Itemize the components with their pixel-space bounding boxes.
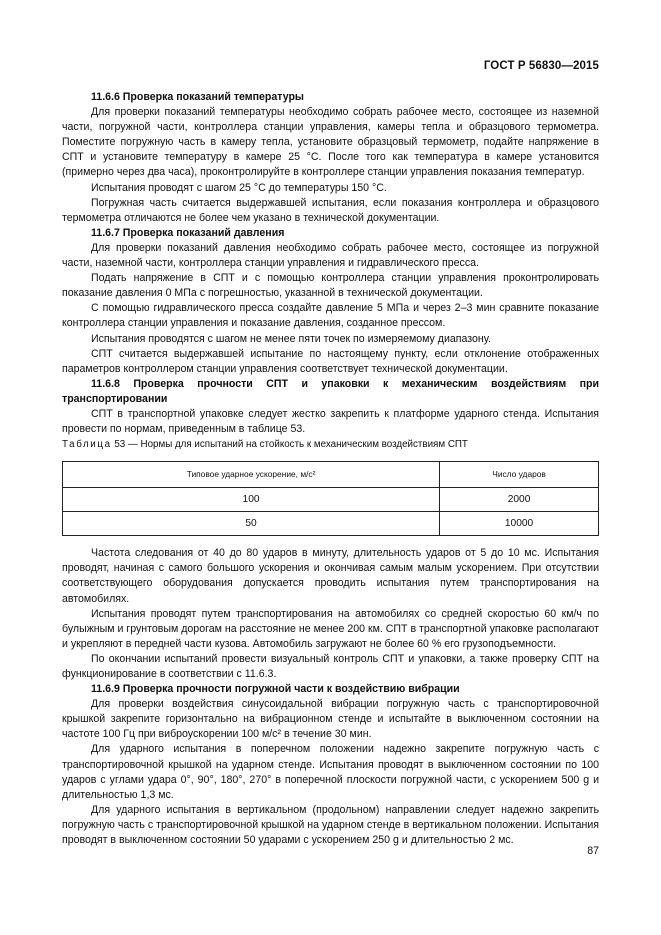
- paragraph: СПТ в транспортной упаковке следует жестко закрепить к платформе ударного стенда. Испытания провести по нормам, приведенным в таблице 53.: [62, 407, 599, 436]
- paragraph: Для проверки показаний температуры необходимо собрать рабочее место, состоящее из наземной части, погружной части, контроллера станции управления, камеры тепла и образцового термометра. Поместите погружную часть в камеру тепла, установите образцовый термометр, подайте напряжение в СПТ и установите температуру в камере 25 °С. После того как температура в камере установится (примерно через два часа), проконтролируйте в контроллере станции управления показания температур.: [62, 106, 599, 179]
- page-body: [62, 90, 599, 848]
- document-id: ГОСТ Р 56830—2015: [483, 60, 599, 72]
- column-header-acceleration: Типовое ударное ускорение, м/с²: [63, 462, 440, 488]
- norms-table: [62, 461, 599, 536]
- paragraph: Для проверки показаний давления необходимо собрать рабочее место, состоящее из погружной части, наземной части, контроллера станции управления и гидравлического пресса.: [62, 241, 599, 270]
- paragraph: Погружная часть считается выдержавшей испытания, если показания контроллера и образцового термометра отличаются не более чем указано в технической документации.: [62, 196, 599, 224]
- table-row: [63, 488, 599, 512]
- paragraph: Частота следования от 40 до 80 ударов в минуту, длительность ударов от 5 до 10 мс. Испытания проводят, начиная с самого большого ускорения и окончивая самым малым ускорением. При отсутствии соответствующего оборудования допускается проводить испытания путем транспортирования на автомобилях.: [62, 547, 599, 605]
- table-caption-label: Таблица: [62, 439, 112, 451]
- cell-acceleration: 50: [63, 512, 440, 536]
- paragraph: Испытания проводятся с шагом не менее пяти точек по измеряемому диапазону.: [91, 332, 491, 345]
- table-header-row: [63, 462, 599, 488]
- column-header-impacts: Число ударов: [440, 462, 599, 488]
- table-row: [63, 512, 599, 536]
- cell-acceleration: 100: [63, 488, 440, 512]
- page-number: 87: [587, 845, 599, 857]
- table-caption-text: 53 — Нормы для испытаний на стойкость к механическим воздействиям СПТ: [114, 439, 468, 451]
- paragraph: С помощью гидравлического пресса создайте давление 5 МПа и через 2–3 мин сравните показание контроллера станции управления и показание давления, созданное прессом.: [62, 302, 599, 330]
- table-caption: [62, 437, 599, 452]
- cell-impacts: 10000: [440, 512, 599, 536]
- cell-impacts: 2000: [440, 488, 599, 512]
- section-heading-11-6-7: 11.6.7 Проверка показаний давления: [91, 226, 285, 239]
- paragraph: СПТ считается выдержавшей испытание по настоящему пункту, если отклонение отображенных параметров контроллером станции управления соответствует технической документации.: [62, 347, 599, 375]
- paragraph: Для ударного испытания в поперечном положении надежно закрепите погружную часть с транспортировочной крышкой на ударном стенде. Испытания проводят в выключенном состоянии по 100 ударов с углами удара 0°, 90°, 180°, 270° в поперечной плоскости погружной части, с ускорением 500 g и длительностью 1,3 мс.: [62, 743, 599, 801]
- section-heading-11-6-6: 11.6.6 Проверка показаний температуры: [91, 91, 304, 103]
- paragraph: По окончании испытаний провести визуальный контроль СПТ и упаковки, а также проверку СПТ на функционирование в соответствии с 11.6.3.: [62, 652, 599, 680]
- paragraph: Испытания проводят путем транспортирования на автомобилях со средней скоростью 60 км/ч по булыжным и грунтовым дорогам на расстояние не менее 200 км. СПТ в транспортной упаковке располагают и укрепляют в передней части кузова. Автомобиль загружают не более 60 % его грузоподъемности.: [62, 607, 599, 650]
- section-heading-11-6-8: 11.6.8 Проверка прочности СПТ и упаковки к механическим воздействиям при транспортировании: [62, 377, 599, 405]
- paragraph: Подать напряжение в СПТ и с помощью контроллера станции управления проконтролировать показание давления 0 МПа с погрешностью, указанной в технической документации.: [62, 272, 599, 300]
- paragraph: Для ударного испытания в вертикальном (продольном) направлении следует надежно закрепить погружную часть с транспортировочной крышкой на ударном стенде в вертикальном положении. Испытания проводят в выключенном состоянии 50 ударами с ускорением 250 g и длительностью 2 мс.: [62, 803, 599, 847]
- section-heading-11-6-9: 11.6.9 Проверка прочности погружной части к воздействию вибрации: [91, 683, 460, 696]
- paragraph: Для проверки воздействия синусоидальной вибрации погружную часть с транспортировочной крышкой закрепите горизонтально на вибрационном стенде и испытайте в выключенном состоянии на частоте 100 Гц при виброускорении 100 м/с² в течение 30 мин.: [62, 698, 599, 741]
- paragraph: Испытания проводят с шагом 25 °С до температуры 150 °С.: [91, 181, 387, 194]
